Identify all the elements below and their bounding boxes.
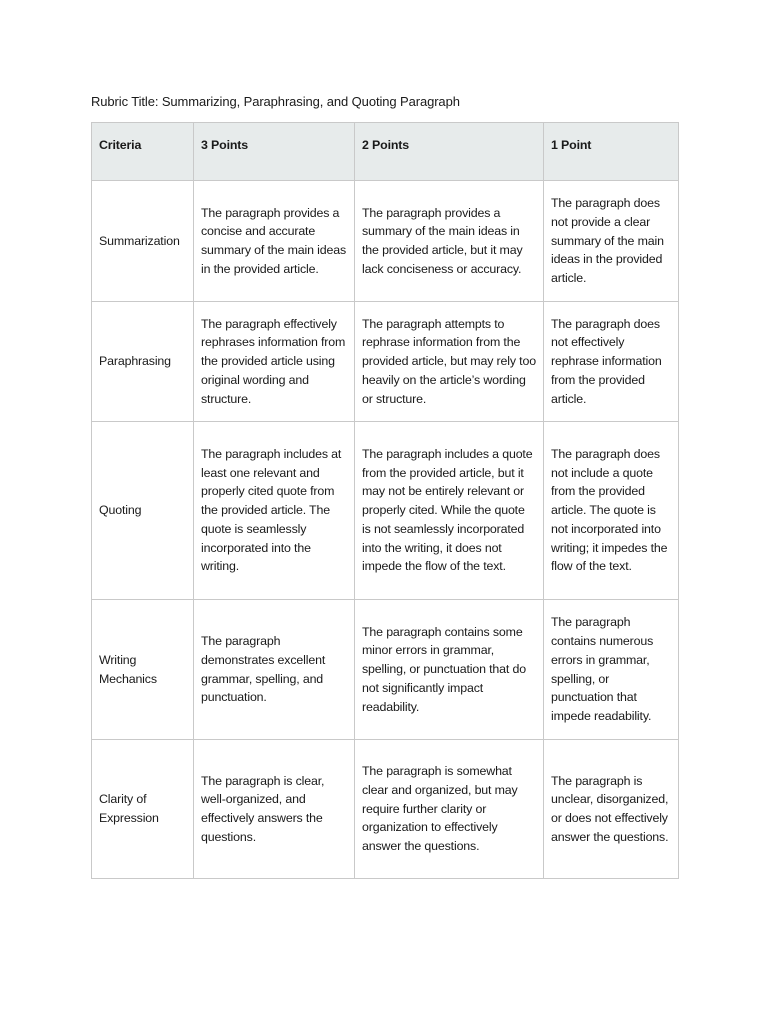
table-body	[92, 181, 679, 879]
two-points-cell: The paragraph includes a quote from the provided article, but it may not be entirely relevant or properly cited. While the quote is not seamlessly incorporated into the writing, it does not impede the flow of the text.	[355, 422, 544, 600]
two-points-cell: The paragraph is somewhat clear and organized, but may require further clarity or organization to effectively answer the questions.	[355, 740, 544, 879]
table-row	[92, 302, 679, 422]
criteria-cell: Quoting	[92, 422, 194, 600]
criteria-cell: Paraphrasing	[92, 302, 194, 422]
table-row	[92, 740, 679, 879]
criteria-cell: Summarization	[92, 181, 194, 302]
header-3-points: 3 Points	[194, 123, 355, 181]
one-point-cell: The paragraph contains numerous errors in grammar, spelling, or punctuation that impede readability.	[544, 600, 679, 740]
header-1-point: 1 Point	[544, 123, 679, 181]
two-points-cell: The paragraph contains some minor errors in grammar, spelling, or punctuation that do not significantly impact readability.	[355, 600, 544, 740]
table-row	[92, 181, 679, 302]
two-points-cell: The paragraph attempts to rephrase information from the provided article, but may rely too heavily on the article’s wording or structure.	[355, 302, 544, 422]
one-point-cell: The paragraph does not include a quote from the provided article. The quote is not incorporated into writing; it impedes the flow of the text.	[544, 422, 679, 600]
three-points-cell: The paragraph demonstrates excellent grammar, spelling, and punctuation.	[194, 600, 355, 740]
three-points-cell: The paragraph is clear, well-organized, and effectively answers the questions.	[194, 740, 355, 879]
rubric-title: Rubric Title: Summarizing, Paraphrasing, and Quoting Paragraph	[91, 94, 460, 109]
header-row	[92, 123, 679, 181]
table-row	[92, 422, 679, 600]
rubric-table	[91, 122, 679, 879]
three-points-cell: The paragraph includes at least one relevant and properly cited quote from the provided article. The quote is seamlessly incorporated into the writing.	[194, 422, 355, 600]
table-row	[92, 600, 679, 740]
criteria-cell: Writing Mechanics	[92, 600, 194, 740]
one-point-cell: The paragraph does not provide a clear summary of the main ideas in the provided article.	[544, 181, 679, 302]
three-points-cell: The paragraph effectively rephrases information from the provided article using original wording and structure.	[194, 302, 355, 422]
one-point-cell: The paragraph does not effectively rephrase information from the provided article.	[544, 302, 679, 422]
criteria-cell: Clarity of Expression	[92, 740, 194, 879]
header-2-points: 2 Points	[355, 123, 544, 181]
header-criteria: Criteria	[92, 123, 194, 181]
two-points-cell: The paragraph provides a summary of the main ideas in the provided article, but it may lack conciseness or accuracy.	[355, 181, 544, 302]
one-point-cell: The paragraph is unclear, disorganized, or does not effectively answer the questions.	[544, 740, 679, 879]
three-points-cell: The paragraph provides a concise and accurate summary of the main ideas in the provided article.	[194, 181, 355, 302]
table-header	[92, 123, 679, 181]
